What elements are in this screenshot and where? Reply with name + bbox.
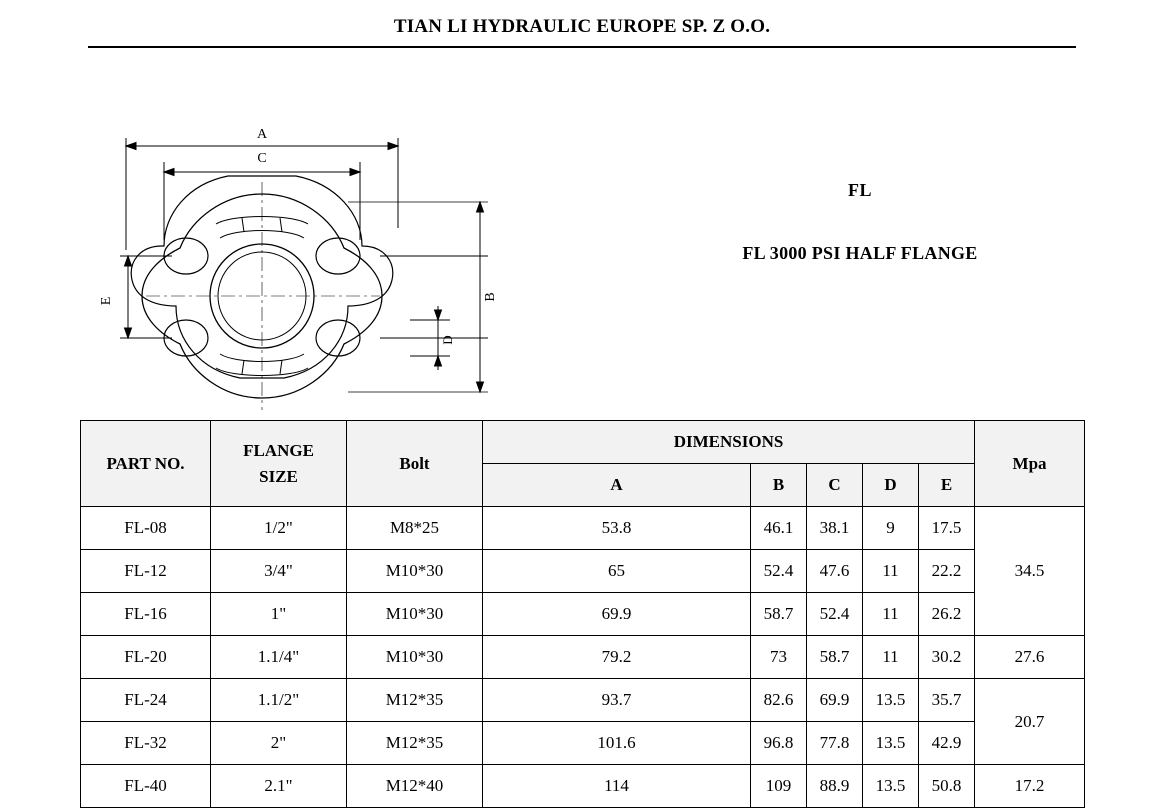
cell-dim-c: 47.6 [807,550,863,593]
cell-dim-d: 11 [863,550,919,593]
cell-dim-c: 52.4 [807,593,863,636]
cell-dim-a: 114 [483,765,751,808]
specification-table [80,420,1085,808]
cell-bolt: M12*35 [347,722,483,765]
table-body [81,507,1085,808]
cell-dim-e: 26.2 [919,593,975,636]
cell-dim-b: 82.6 [751,679,807,722]
cell-dim-b: 109 [751,765,807,808]
header-bolt: Bolt [347,421,483,507]
cell-dim-e: 17.5 [919,507,975,550]
table-row [81,593,1085,636]
cell-dim-b: 58.7 [751,593,807,636]
product-title-block [600,180,1120,264]
dim-label-e: E [99,296,114,306]
page-header [88,16,1076,48]
cell-dim-b: 46.1 [751,507,807,550]
header-dim-d: D [863,464,919,507]
cell-dim-d: 13.5 [863,765,919,808]
cell-dim-d: 9 [863,507,919,550]
cell-dim-a: 69.9 [483,593,751,636]
cell-dim-a: 79.2 [483,636,751,679]
cell-dim-b: 96.8 [751,722,807,765]
cell-part-no: FL-40 [81,765,211,808]
product-name: FL 3000 PSI HALF FLANGE [742,243,978,263]
header-dim-e: E [919,464,975,507]
cell-part-no: FL-16 [81,593,211,636]
cell-mpa: 20.7 [975,679,1085,765]
dim-label-d: D [440,335,455,345]
dim-label-a: A [256,127,268,142]
cell-bolt: M12*40 [347,765,483,808]
cell-dim-d: 11 [863,636,919,679]
cell-part-no: FL-32 [81,722,211,765]
cell-dim-e: 30.2 [919,636,975,679]
cell-flange-size: 1/2" [211,507,347,550]
cell-bolt: M12*35 [347,679,483,722]
cell-dim-c: 58.7 [807,636,863,679]
cell-flange-size: 1.1/2" [211,679,347,722]
cell-dim-d: 13.5 [863,679,919,722]
cell-dim-b: 52.4 [751,550,807,593]
header-dim-b: B [751,464,807,507]
cell-dim-e: 42.9 [919,722,975,765]
header-flange-size-line1: FLANGE [243,441,314,460]
cell-dim-a: 53.8 [483,507,751,550]
cell-part-no: FL-20 [81,636,211,679]
cell-flange-size: 2" [211,722,347,765]
company-name: TIAN LI HYDRAULIC EUROPE SP. Z O.O. [393,16,771,37]
specification-table-container [80,420,1084,808]
header-dimensions: DIMENSIONS [483,421,975,464]
dim-label-b: B [483,292,498,302]
table-row [81,636,1085,679]
cell-flange-size: 1" [211,593,347,636]
flange-technical-drawing [80,110,540,410]
product-code: FL [847,180,872,200]
cell-part-no: FL-24 [81,679,211,722]
table-header [81,421,1085,507]
cell-bolt: M10*30 [347,593,483,636]
table-row [81,550,1085,593]
cell-dim-c: 88.9 [807,765,863,808]
table-row [81,722,1085,765]
table-row [81,507,1085,550]
header-divider [88,46,1076,48]
cell-part-no: FL-12 [81,550,211,593]
cell-flange-size: 2.1" [211,765,347,808]
cell-dim-a: 93.7 [483,679,751,722]
table-row [81,679,1085,722]
cell-bolt: M8*25 [347,507,483,550]
header-flange-size-line2: SIZE [259,466,298,486]
cell-mpa: 17.2 [975,765,1085,808]
cell-dim-c: 69.9 [807,679,863,722]
cell-dim-a: 101.6 [483,722,751,765]
header-part-no: PART NO. [81,421,211,507]
cell-dim-e: 35.7 [919,679,975,722]
header-flange-size [211,421,347,507]
cell-dim-e: 50.8 [919,765,975,808]
cell-dim-a: 65 [483,550,751,593]
cell-dim-d: 11 [863,593,919,636]
cell-mpa: 27.6 [975,636,1085,679]
cell-dim-e: 22.2 [919,550,975,593]
cell-bolt: M10*30 [347,550,483,593]
cell-flange-size: 3/4" [211,550,347,593]
dim-label-c: C [257,151,267,166]
table-row [81,765,1085,808]
cell-dim-c: 77.8 [807,722,863,765]
cell-mpa: 34.5 [975,507,1085,636]
cell-dim-c: 38.1 [807,507,863,550]
cell-dim-d: 13.5 [863,722,919,765]
cell-dim-b: 73 [751,636,807,679]
header-dim-c: C [807,464,863,507]
cell-flange-size: 1.1/4" [211,636,347,679]
cell-part-no: FL-08 [81,507,211,550]
header-dim-a: A [483,464,751,507]
header-mpa: Mpa [975,421,1085,507]
cell-bolt: M10*30 [347,636,483,679]
